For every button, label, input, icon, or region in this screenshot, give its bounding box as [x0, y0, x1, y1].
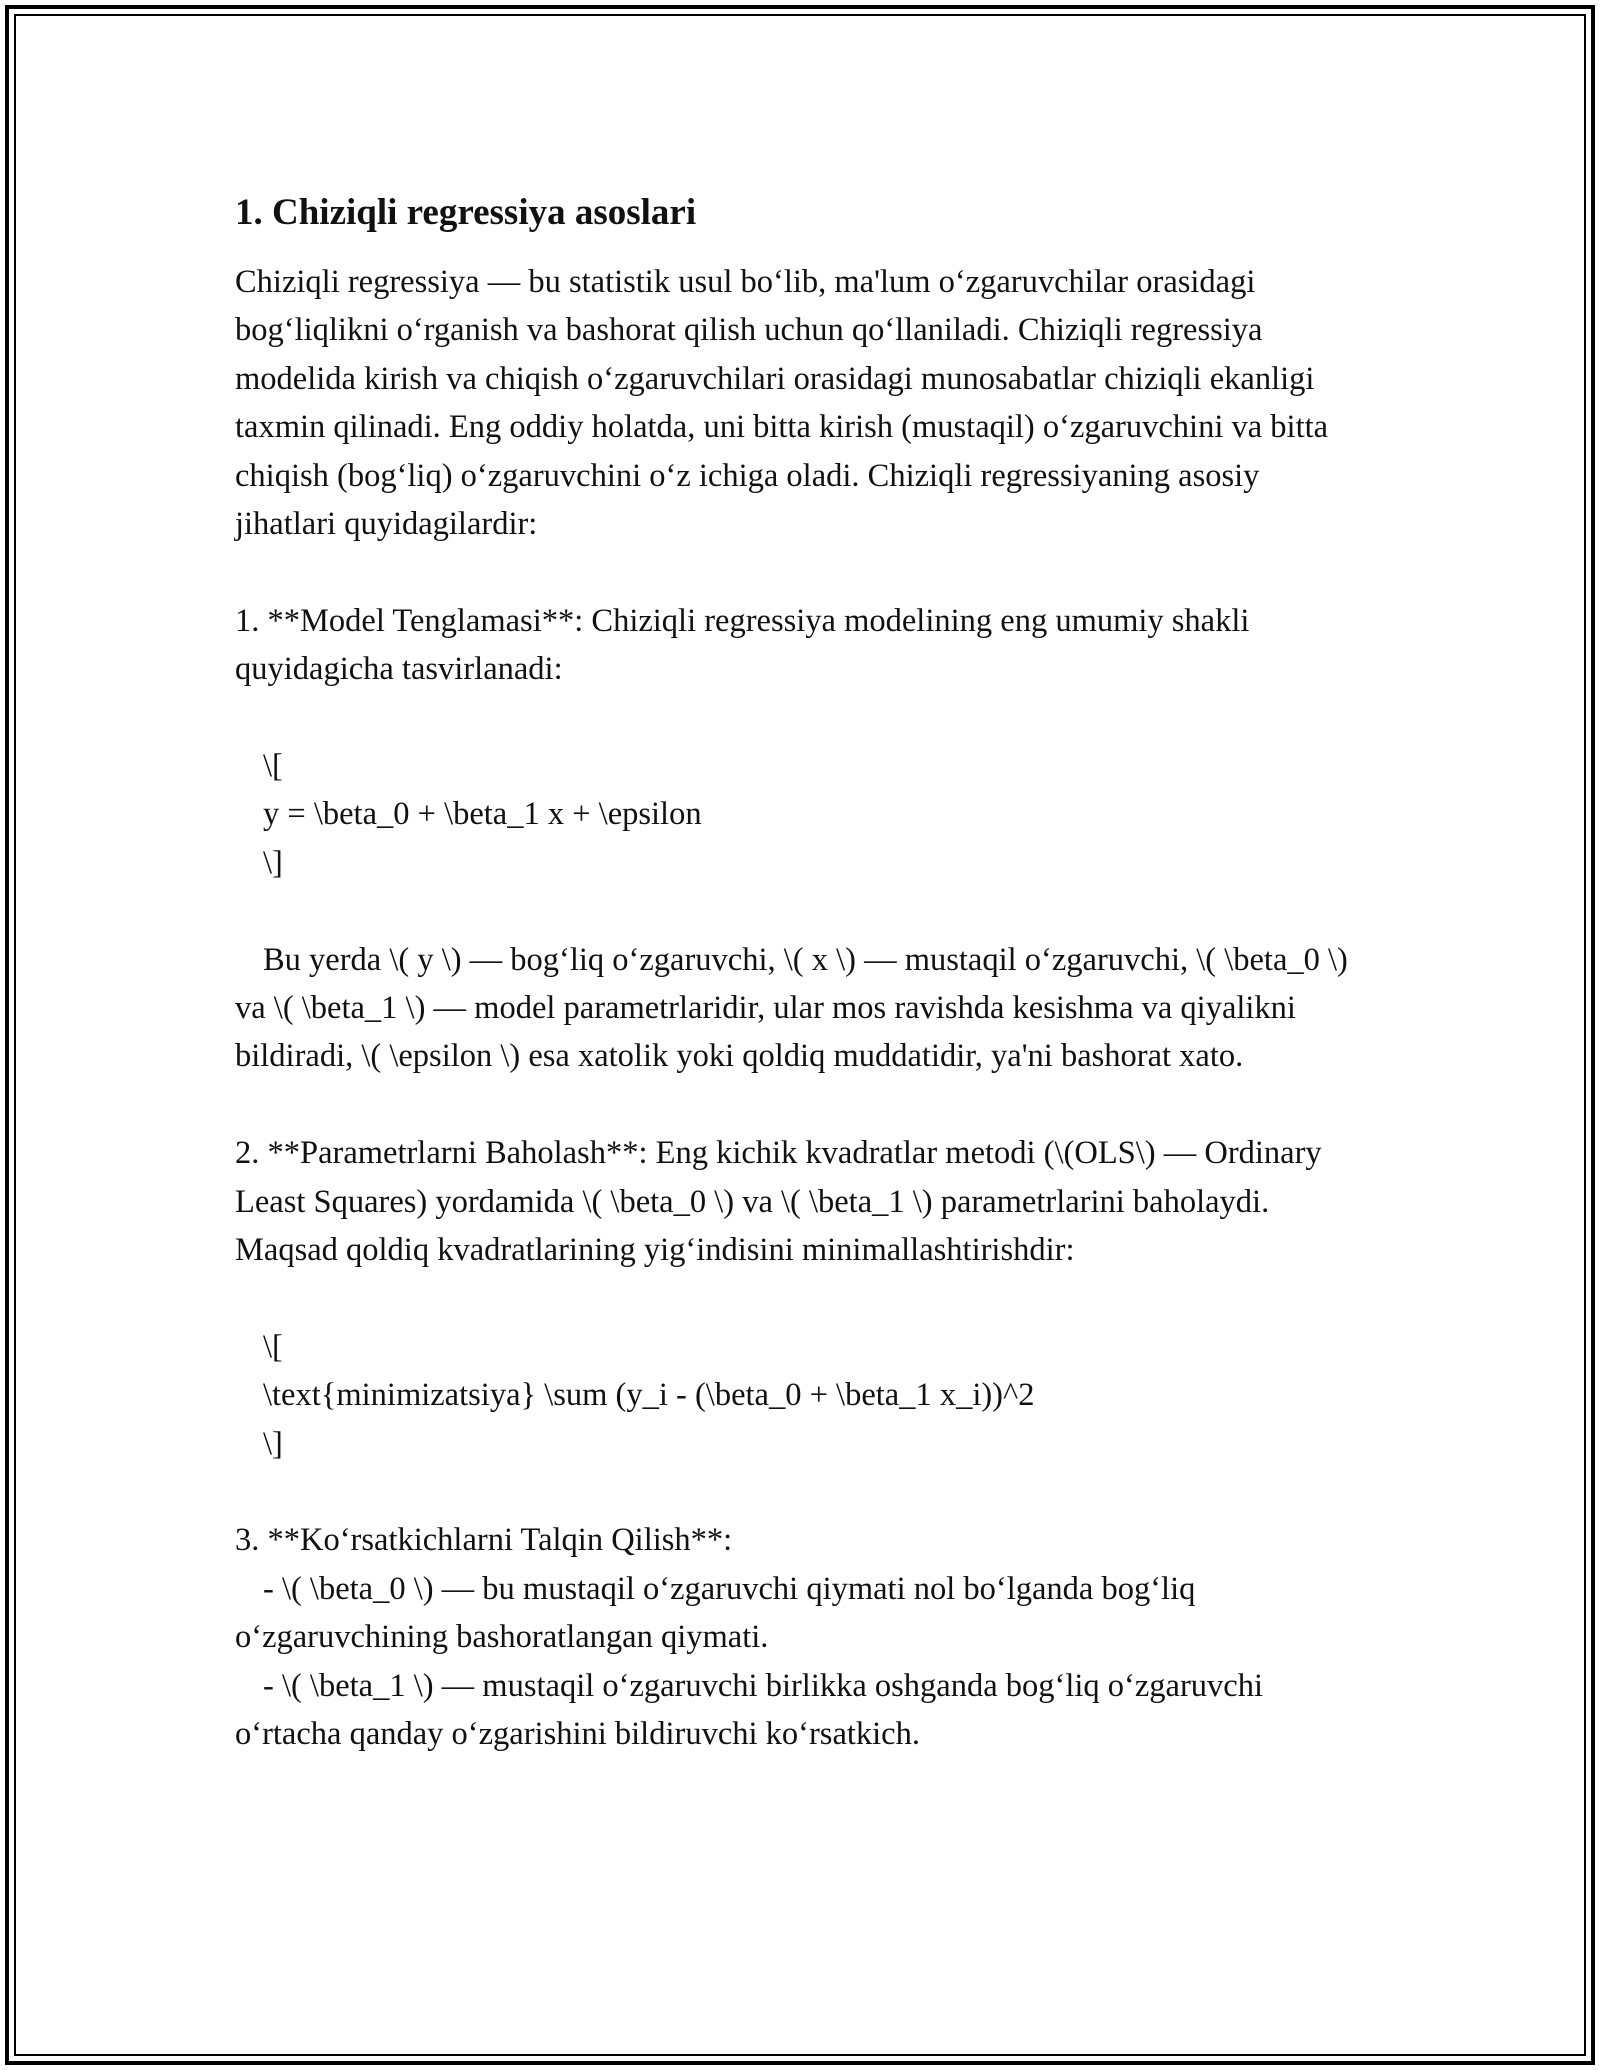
section-1-formula: y = \beta_0 + \beta_1 x + \epsilon: [263, 796, 702, 833]
document-title: 1. Chiziqli regressiya asoslari: [235, 192, 697, 233]
section-2-formula-close: \]: [263, 1425, 283, 1462]
section-2-formula-open: \[: [263, 1328, 283, 1365]
section-3-item-1: - \( \beta_0 \) — bu mustaqil o‘zgaruvchi qiymati nol bo‘lganda bog‘liq o‘zgaruvchining bashoratlangan qiymati.: [235, 1570, 1196, 1656]
spacer: [235, 1468, 1365, 1516]
spacer: [235, 548, 1365, 596]
section-1-explanation: Bu yerda \( y \) — bog‘liq o‘zgaruvchi, \( x \) — mustaqil o‘zgaruvchi, \( \beta_0 \) va \( \beta_1 \) — model parametrlaridir, ular mos ravishda kesishma va qiyalikni bildiradi, \( \epsilon \) esa xatolik yoki qoldiq muddatidir, ya'ni bashorat xato.: [235, 941, 1348, 1075]
spacer: [235, 1274, 1365, 1322]
spacer: [235, 887, 1365, 935]
section-2-formula: \text{minimizatsiya} \sum (y_i - (\beta_0 + \beta_1 x_i))^2: [263, 1377, 1035, 1414]
spacer: [235, 694, 1365, 742]
section-1-formula-close: \]: [263, 844, 283, 881]
spacer: [235, 1081, 1365, 1129]
section-1-heading: 1. **Model Tenglamasi**: Chiziqli regressiya modelining eng umumiy shakli quyidagicha tasvirlanadi:: [235, 602, 1250, 688]
section-1-formula-open: \[: [263, 748, 283, 785]
section-3-heading: 3. **Ko‘rsatkichlarni Talqin Qilish**:: [235, 1522, 733, 1559]
section-2-heading: 2. **Parametrlarni Baholash**: Eng kichik kvadratlar metodi (\(OLS\) — Ordinary Least Squares) yordamida \( \beta_0 \) va \( \beta_1 \) parametrlarini baholaydi. Maqsad qoldiq kvadratlarining yig‘indisini minimallashtirishdir:: [235, 1135, 1322, 1269]
document-body: [235, 258, 1365, 1759]
document-page: [235, 188, 1365, 1759]
intro-paragraph: Chiziqli regressiya — bu statistik usul bo‘lib, ma'lum o‘zgaruvchilar orasidagi bog‘liqlikni o‘rganish va bashorat qilish uchun qo‘llaniladi. Chiziqli regressiya modelida kirish va chiqish o‘zgaruvchilari orasidagi munosabatlar chiziqli ekanligi taxmin qilinadi. Eng oddiy holatda, uni bitta kirish (mustaqil) o‘zgaruvchini va bitta chiqish (bog‘liq) o‘zgaruvchini o‘z ichiga oladi. Chiziqli regressiyaning asosiy jihatlari quyidagilardir:: [235, 264, 1329, 543]
section-3-item-2: - \( \beta_1 \) — mustaqil o‘zgaruvchi birlikka oshganda bog‘liq o‘zgaruvchi o‘rtacha qanday o‘zgarishini bildiruvchi ko‘rsatkich.: [235, 1667, 1263, 1753]
